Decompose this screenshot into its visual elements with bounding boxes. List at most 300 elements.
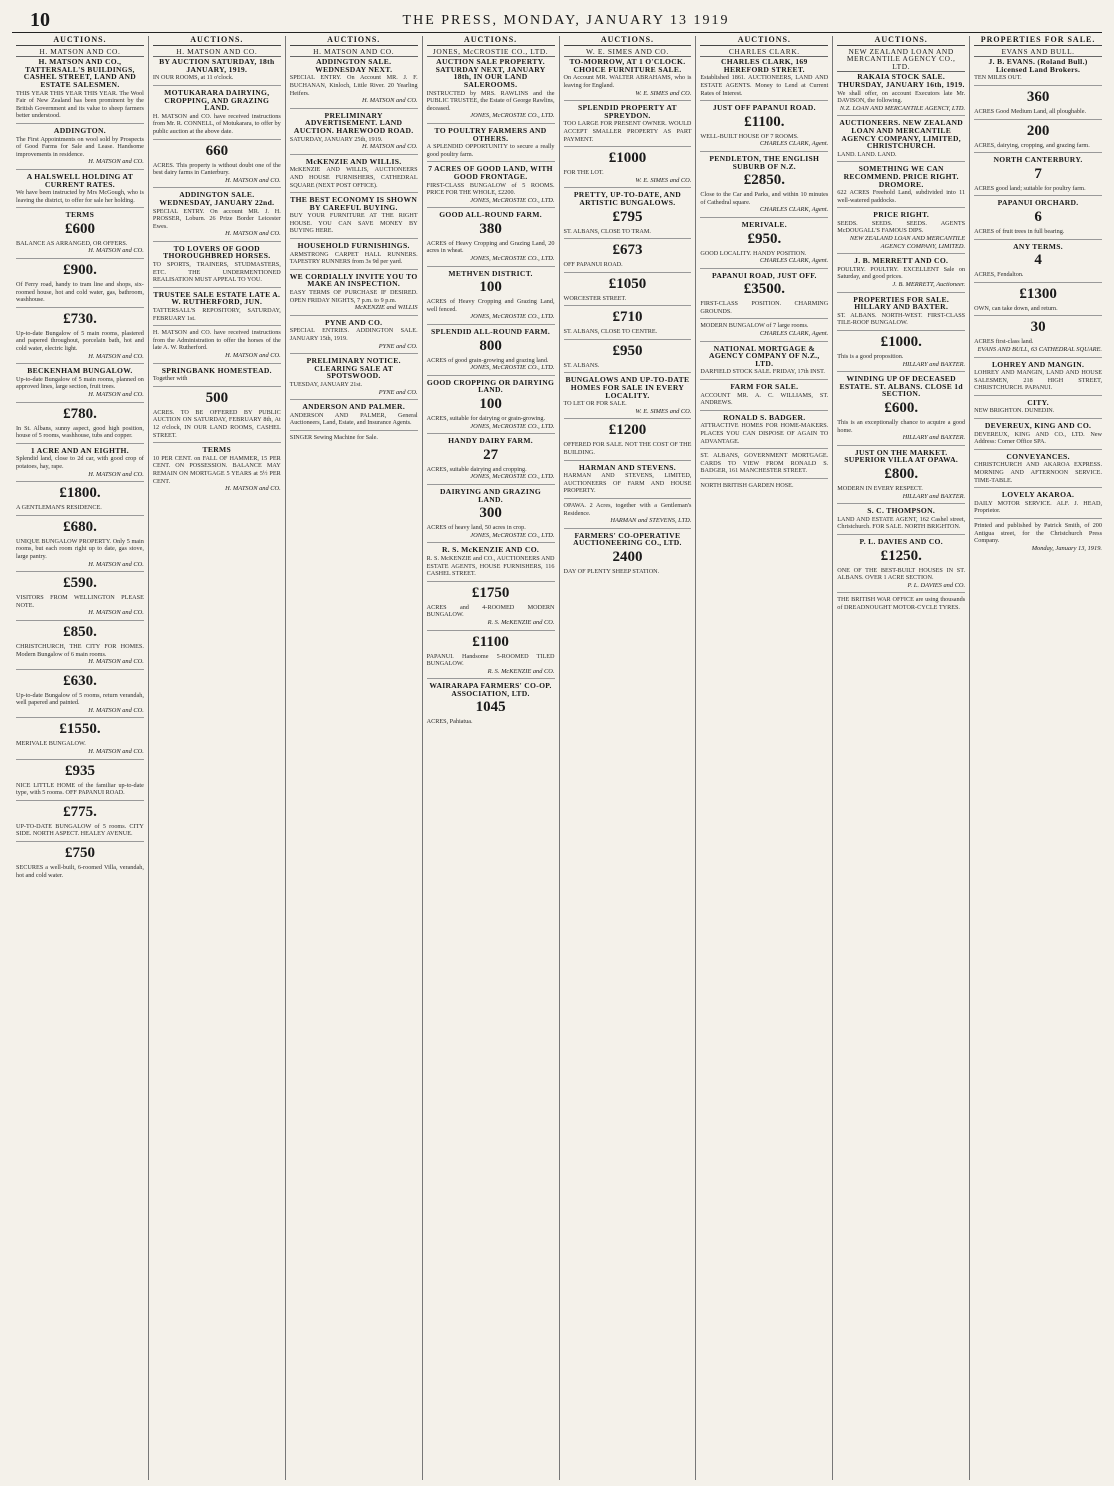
ad-price: £900.: [63, 262, 97, 279]
ad-price: £850.: [63, 623, 97, 640]
ad-body: ACRES, Fendalton.: [974, 271, 1024, 279]
ad-body: Close to the Car and Parks, and within 10 minutes of Cathedral square.: [700, 191, 829, 206]
ad-price: 360: [1026, 88, 1050, 105]
ad-signature: HILLARY and BAXTER.: [902, 492, 966, 500]
advertisement: [427, 488, 555, 543]
ad-signature: W. E. SIMES and CO.: [635, 89, 692, 97]
ad-heading: MERIVALE.: [741, 219, 787, 229]
ad-price: 660: [205, 142, 229, 159]
column-7: [833, 36, 970, 1480]
advertisement: [700, 482, 828, 493]
ad-body: The First Appointments on wool sold by Prospects of Good Farms for Sale and Lease. Handsome improvements in residence.: [16, 135, 144, 158]
ad-body: 622 ACRES Freehold Land, subdivided into 11 well-watered paddocks.: [837, 189, 966, 204]
advertisement: [427, 58, 555, 124]
ad-body: FIRST-CLASS BUNGALOW of 5 ROOMS. PRICE FOR THE WHOLE, £2200.: [426, 181, 555, 197]
firm-name: JONES, McCROSTIE CO., LTD.: [427, 48, 555, 58]
ad-heading: A HALSWELL HOLDING AT CURRENT RATES.: [26, 171, 134, 189]
advertisement: [16, 173, 144, 208]
column-heading: AUCTIONS.: [16, 36, 144, 46]
advertisement: [290, 319, 418, 354]
ad-heading: J. B. MERRETT AND CO.: [854, 256, 949, 266]
advertisement: [16, 211, 144, 259]
column-2: [149, 36, 286, 1480]
advertisement: [837, 257, 965, 292]
ad-signature: JONES, McCROSTIE CO., LTD.: [470, 112, 555, 120]
advertisement: [837, 507, 965, 535]
ad-signature: W. E. SIMES and CO.: [635, 407, 692, 415]
advertisement: [564, 309, 692, 340]
ad-price: 7: [1034, 165, 1042, 182]
ad-body: SPECIAL ENTRIES. ADDINGTON SALE. JANUARY 15th, 1919.: [289, 327, 418, 342]
ad-body: THE BRITISH WAR OFFICE are using thousands of DREADNOUGHT MOTOR-CYCLE TYRES.: [837, 596, 966, 611]
ad-body: GOOD LOCALITY. HANDY POSITION.: [700, 249, 807, 257]
ad-heading: PROPERTIES FOR SALE. HILLARY AND BAXTER.: [853, 294, 950, 312]
ad-signature: H. MATSON and CO.: [88, 352, 144, 360]
advertisement: [700, 221, 828, 269]
ad-body: ST. ALBANS, GOVERNMENT MORTGAGE. CARDS TO VIEW FROM RONALD S. BADGER, 161 MANCHESTER STREET.: [700, 452, 829, 475]
advertisement: [427, 270, 555, 325]
ad-heading: THE BEST ECONOMY IS SHOWN BY CAREFUL BUYING.: [290, 195, 418, 212]
advertisement: [837, 211, 965, 254]
ad-body: CHRISTCHURCH AND AKAROA EXPRESS. MORNING AND AFTERNOON SERVICE. TIME-TABLE.: [974, 461, 1102, 484]
ad-price: £600.: [884, 399, 919, 416]
ad-signature: H. MATSON and CO.: [88, 706, 144, 714]
ad-heading: CONVEYANCES.: [1006, 451, 1070, 461]
ad-heading: ADDINGTON SALE. WEDNESDAY, JANUARY 22nd.: [159, 190, 275, 207]
ad-body: IN OUR ROOMS, at 11 o'clock.: [152, 74, 234, 82]
ad-heading: SPRINGBANK HOMESTEAD.: [161, 365, 272, 375]
ad-body: WORCESTER STREET.: [563, 294, 627, 302]
ad-body: A GENTLEMAN'S RESIDENCE.: [16, 504, 102, 512]
column-heading: PROPERTIES FOR SALE.: [974, 36, 1102, 46]
firm-name: H. MATSON AND CO.: [153, 48, 281, 58]
ad-signature: H. MATSON and CO.: [225, 230, 281, 238]
advertisement: [16, 311, 144, 364]
advertisement: [974, 319, 1102, 357]
advertisement: [974, 156, 1102, 196]
ad-price: £1050: [608, 275, 647, 292]
ad-body: McKENZIE AND WILLIS, AUCTIONEERS AND HOUSE FURNISHERS, CATHEDRAL SQUARE (NEXT POST OFFICE).: [289, 166, 418, 189]
ad-body: ST. ALBANS, CLOSE TO CENTRE.: [563, 328, 658, 336]
ad-heading: GOOD ALL-ROUND FARM.: [439, 210, 542, 220]
ad-body: ACRES. This property is without doubt one of the best dairy farms in Canterbury.: [152, 161, 281, 177]
ad-signature: J. B. MERRETT, Auctioneer.: [892, 281, 966, 289]
ad-price: 500: [205, 389, 229, 406]
ad-body: THIS YEAR THIS YEAR THIS YEAR. The Wool Fair of New Zealand has been prominent by the British Government and its value to sheep farmers better understood.: [16, 89, 144, 120]
advertisement: [700, 345, 828, 380]
ad-heading: WAIRARAPA FARMERS' CO-OP. ASSOCIATION, LTD.: [429, 681, 552, 698]
ad-body: NICE LITTLE HOME of the familiar up-to-date type, with 5 rooms. OFF PAPANUI ROAD.: [16, 781, 144, 797]
ad-heading: BECKENHAM BUNGALOW.: [27, 366, 133, 376]
ad-heading: ANDERSON AND PALMER.: [302, 402, 406, 412]
ad-body: WELL-BUILT HOUSE OF 7 ROOMS.: [700, 132, 799, 140]
ad-body: ACRES good land; suitable for poultry farm.: [974, 184, 1086, 192]
ad-signature: H. MATSON and CO.: [88, 560, 144, 568]
column-heading: AUCTIONS.: [153, 36, 281, 46]
advertisement: [837, 375, 965, 446]
advertisement: [153, 446, 281, 496]
ad-body: DEVEREUX, KING AND CO., LTD. New Address: Corner Office SPA.: [974, 430, 1102, 446]
column-heading: AUCTIONS.: [290, 36, 418, 46]
advertisement: [564, 376, 692, 419]
ad-body: OPAWA. 2 Acres, together with a Gentleman's Residence.: [563, 502, 692, 517]
ad-price: 30: [1030, 319, 1046, 336]
ad-signature: JONES, McCROSTIE CO., LTD.: [470, 473, 555, 481]
ad-body: ATTRACTIVE HOMES FOR HOME-MAKERS. PLACES YOU CAN DISPOSE OF AGAIN TO ADVANTAGE.: [700, 422, 829, 445]
advertisement: [427, 165, 555, 208]
ad-heading: JUST OFF PAPANUI ROAD.: [712, 103, 816, 113]
ad-price: 1045: [475, 699, 506, 716]
advertisement: [974, 453, 1102, 488]
ad-body: UNIQUE BUNGALOW PROPERTY. Only 5 main rooms, but each room right up to date, gas stove, large pantry.: [16, 537, 144, 560]
ad-price: £1100: [472, 633, 509, 650]
ad-body: NORTH BRITISH GARDEN HOSE.: [700, 481, 794, 489]
ad-price: £950: [612, 342, 643, 359]
ad-signature: HILLARY and BAXTER.: [902, 360, 966, 368]
ad-heading: TERMS: [65, 210, 95, 220]
ad-body: ACRES first-class land.: [974, 338, 1034, 346]
advertisement: [16, 485, 144, 516]
ad-heading: DEVEREUX, KING AND CO.: [984, 421, 1092, 431]
ad-body: ST. ALBANS, CLOSE TO TRAM.: [563, 227, 651, 235]
masthead: [12, 4, 1102, 33]
ad-price: £730.: [63, 310, 97, 327]
advertisement: [16, 519, 144, 572]
ad-heading: PENDLETON, THE ENGLISH SUBURB OF N.Z.: [709, 153, 820, 171]
ad-price: £710: [612, 309, 643, 326]
advertisement: [974, 58, 1102, 86]
ad-signature: H. MATSON and CO.: [88, 748, 144, 756]
ad-price: £775.: [63, 803, 97, 820]
ad-price: £950.: [747, 230, 782, 247]
advertisement: [16, 845, 144, 882]
ad-body: POULTRY. POULTRY. EXCELLENT Sale on Saturday, and good prices.: [837, 265, 966, 281]
advertisement: [837, 538, 965, 593]
ad-heading: BUNGALOWS AND UP-TO-DATE HOMES FOR SALE IN EVERY LOCALITY.: [565, 375, 690, 400]
advertisement: [974, 522, 1102, 555]
ad-heading: ANY TERMS.: [1013, 241, 1063, 251]
ad-signature: H. MATSON and CO.: [88, 609, 144, 617]
advertisement: [153, 191, 281, 242]
advertisement: [16, 763, 144, 801]
firm-name: NEW ZEALAND LOAN AND MERCANTILE AGENCY CO., LTD.: [837, 48, 965, 73]
advertisement: [153, 367, 281, 387]
ad-price: 4: [1034, 252, 1042, 269]
ad-heading: TRUSTEE SALE ESTATE LATE A. W. RUTHERFORD, JUN.: [153, 289, 281, 307]
ad-heading: PAPANUI ORCHARD.: [997, 198, 1079, 208]
column-heading: AUCTIONS.: [427, 36, 555, 46]
ad-body: This is a good proposition.: [837, 353, 904, 360]
ad-body: VISITORS FROM WELLINGTON PLEASE NOTE.: [16, 594, 144, 609]
ad-heading: PYNE AND CO.: [324, 317, 383, 327]
advertisement: [16, 262, 144, 308]
ad-signature: HILLARY and BAXTER.: [902, 434, 966, 442]
ad-heading: FARMERS' CO-OPERATIVE AUCTIONEERING CO., LTD.: [573, 530, 682, 548]
ad-price: 100: [479, 396, 502, 412]
advertisement: [153, 143, 281, 189]
ad-heading: McKENZIE AND WILLIS.: [305, 156, 402, 166]
ad-heading: CITY.: [1027, 397, 1049, 407]
ad-price: 300: [479, 505, 502, 522]
ad-heading: R. S. McKENZIE AND CO.: [442, 545, 540, 555]
ad-body: LOHREY AND MANGIN, LAND AND HOUSE SALESMEN, 218 HIGH STREET, CHRISTCHURCH. PAPANUI.: [974, 369, 1102, 392]
ad-signature: N.Z. LOAN AND MERCANTILE AGENCY, LTD.: [839, 104, 966, 112]
ad-price: £1550.: [59, 721, 101, 738]
ad-price: £795: [612, 208, 643, 225]
advertisement: [16, 447, 144, 482]
advertisement: [564, 532, 692, 579]
column-4: [423, 36, 560, 1480]
ad-heading: WE CORDIALLY INVITE YOU TO MAKE AN INSPECTION.: [289, 271, 418, 289]
advertisement: [16, 575, 144, 621]
advertisement: [837, 596, 965, 614]
ad-body: H. MATSON and CO. have received instructions from the Administration to offer the horses of the late A. W. Rutherford.: [152, 329, 281, 352]
ad-heading: RAKAIA STOCK SALE. THURSDAY, JANUARY 16th, 1919.: [837, 72, 965, 89]
ad-price: £680.: [63, 518, 97, 535]
ad-price: 200: [1026, 122, 1050, 139]
ad-body: DAILY MOTOR SERVICE. ALF. J. HEAD, Proprietor.: [974, 499, 1102, 515]
advertisement: [153, 291, 281, 326]
advertisement: [837, 165, 965, 208]
ad-body: LAND AND ESTATE AGENT, 162 Cashel street, Christchurch. FOR SALE. NORTH BRIGHTON.: [837, 515, 966, 531]
advertisement: [16, 127, 144, 170]
ad-body: We shall offer, on account Executors late Mr. DAVISON, the following.: [837, 89, 966, 105]
advertisement: [16, 58, 144, 124]
ad-body: UP-TO-DATE BUNGALOW of 5 rooms. CITY SIDE. NORTH ASPECT. HEALEY AVENUE.: [16, 822, 144, 838]
ad-body: This is an exceptionally chance to acquire a good home.: [837, 418, 966, 434]
ad-body: FOR THE LOT.: [563, 169, 604, 177]
ad-body: ACRES of Heavy Cropping and Grazing Land, well fenced.: [426, 298, 555, 313]
advertisement: [16, 406, 144, 444]
advertisement: [427, 127, 555, 162]
ad-signature: CHARLES CLARK, Agent.: [759, 140, 829, 148]
ad-body: In St. Albans, sunny aspect, good high position, house of 5 rooms, washhouse, tubs and copper.: [16, 424, 144, 440]
ad-body: A SPLENDID OPPORTUNITY to secure a really good poultry farm.: [426, 143, 555, 158]
ad-price: £1000: [608, 150, 647, 167]
ad-signature: R. S. McKENZIE and CO.: [487, 618, 555, 626]
ad-body: ACRES and 4-ROOMED MODERN BUNGALOW.: [426, 603, 555, 619]
ad-heading: SPLENDID PROPERTY AT SPREYDON.: [577, 103, 677, 120]
advertisement: [427, 682, 555, 729]
ad-signature: H. MATSON and CO.: [361, 97, 418, 105]
ad-body: TEN MILES OUT.: [974, 74, 1022, 82]
ad-signature: JONES, McCROSTIE CO., LTD.: [470, 196, 555, 204]
column-heading: AUCTIONS.: [564, 36, 692, 46]
ad-price: £1200: [608, 422, 647, 439]
advertisement: [427, 328, 555, 376]
ad-heading: ADDINGTON.: [53, 125, 106, 135]
advertisement: [564, 150, 692, 188]
advertisement: [153, 390, 281, 443]
column-1: [12, 36, 149, 1480]
ad-price: £630.: [63, 672, 97, 689]
advertisement: [153, 58, 281, 86]
advertisement: [700, 58, 828, 101]
advertisement: [153, 245, 281, 288]
ad-body: Up-to-date Bungalow of 5 main rooms, planned on approved lines, large section, fruit trees.: [16, 375, 144, 391]
advertisement: [153, 89, 281, 140]
advertisement: [290, 158, 418, 193]
ad-body: ACRES, suitable for dairying or grain-growing.: [426, 415, 546, 422]
ad-body: ACRES of good grain-growing and grazing land.: [426, 356, 549, 364]
ad-heading: HARMAN AND STEVENS.: [578, 462, 676, 472]
ad-body: Up-to-date Bungalow of 5 rooms, return verandah, well papered and painted.: [16, 691, 144, 707]
ad-heading: J. B. EVANS. (Roland Bull.) Licensed Land Brokers.: [988, 57, 1088, 74]
ad-heading: TERMS: [202, 445, 232, 455]
advertisement: [700, 322, 828, 341]
ad-signature: HARMAN and STEVENS, LTD.: [610, 517, 692, 525]
ad-body: SPECIAL ENTRY. On account MR. J. H. PROSSER, Loburn. 26 Prize Border Leicester Ewes.: [152, 207, 281, 230]
advertisement: [427, 585, 555, 631]
advertisement: [564, 276, 692, 307]
ad-signature: H. MATSON and CO.: [88, 158, 144, 166]
column-8: [970, 36, 1106, 1480]
advertisement: [837, 73, 965, 116]
ad-price: 2400: [612, 548, 643, 565]
ad-signature: H. MATSON and CO.: [88, 391, 144, 398]
firm-name: CHARLES CLARK.: [700, 48, 828, 58]
ad-body: LAND. LAND. LAND.: [837, 150, 897, 158]
ad-signature: CHARLES CLARK, Agent.: [759, 257, 829, 265]
ad-price: £780.: [63, 405, 97, 422]
ad-heading: RONALD S. BADGER.: [723, 412, 806, 422]
ad-signature: NEW ZEALAND LOAN AND MERCANTILE AGENCY COMPANY, LIMITED.: [849, 235, 966, 250]
ad-body: MERIVALE BUNGALOW.: [16, 740, 86, 748]
ad-signature: W. E. SIMES and CO.: [635, 176, 692, 184]
ad-signature: P. L. DAVIES and CO.: [907, 581, 966, 589]
advertisement: [700, 272, 828, 320]
ad-signature: CHARLES CLARK, Agent.: [759, 330, 829, 338]
ad-heading: GOOD CROPPING OR DAIRYING LAND.: [426, 377, 555, 395]
advertisement: [564, 464, 692, 499]
ad-body: DARFIELD STOCK SALE. FRIDAY, 17th INST.: [700, 368, 825, 376]
ad-signature: PYNE and CO.: [378, 388, 418, 396]
ad-heading: SOMETHING WE CAN RECOMMEND. PRICE RIGHT. DROMORE.: [843, 164, 959, 189]
advertisement: [974, 422, 1102, 450]
ad-heading: ADDINGTON SALE. WEDNESDAY NEXT.: [315, 57, 393, 74]
ad-body: OFF PAPANUI ROAD.: [563, 261, 623, 269]
advertisement: [837, 449, 965, 504]
advertisement: [564, 422, 692, 460]
ad-price: £1000.: [880, 334, 922, 350]
advertisement: [974, 286, 1102, 317]
ad-body: ACRES of heavy land, 50 acres in crop.: [426, 524, 526, 532]
ad-body: HARMAN AND STEVENS, LIMITED, AUCTIONEERS OF FARM AND HOUSE PROPERTY.: [563, 472, 692, 495]
ad-heading: PRELIMINARY NOTICE. CLEARING SALE AT SPOTSWOOD.: [306, 356, 401, 381]
ad-body: ACCOUNT MR. A. C. WILLIAMS, ST. ANDREWS.: [700, 391, 829, 407]
ad-heading: AUCTION SALE PROPERTY. SATURDAY NEXT, JANUARY 18th, IN OUR LAND SALEROOMS.: [435, 57, 546, 89]
advertisement: [153, 329, 281, 363]
ad-body: ARMSTRONG CARPET HALL RUNNERS. TAPESTRY RUNNERS from 3s 9d per yard.: [289, 250, 418, 266]
ad-signature: H. MATSON and CO.: [88, 247, 144, 255]
ad-body: MODERN BUNGALOW of 7 large rooms.: [700, 322, 809, 330]
ad-signature: EVANS AND BULL, 63 CATHEDRAL SQUARE.: [977, 345, 1102, 353]
ad-signature: JONES, McCROSTIE CO., LTD.: [470, 255, 555, 263]
ad-price: £1250.: [880, 547, 922, 564]
ad-price: £800.: [884, 465, 919, 482]
ad-body: CHRISTCHURCH, THE CITY FOR HOMES. Modern Bungalow of 6 main rooms.: [16, 642, 144, 658]
firm-name: H. MATSON AND CO.: [290, 48, 418, 58]
page-number: 10: [30, 9, 50, 31]
ad-price: 800: [479, 337, 502, 354]
ad-heading: PAPANUI ROAD, JUST OFF.: [711, 270, 817, 280]
ad-signature: Monday, January 13, 1919.: [1031, 544, 1102, 552]
column-heading: AUCTIONS.: [700, 36, 828, 46]
ad-price: £590.: [63, 575, 97, 592]
ad-body: ACRES, Pahiatua.: [426, 718, 473, 726]
ad-body: SATURDAY, JANUARY 25th, 1919.: [289, 135, 383, 143]
advertisement: [564, 58, 692, 101]
ad-body: Printed and published by Patrick Smith, of 200 Antigua street, for the Christchurch Press Company.: [974, 522, 1102, 545]
ad-body: ACRES. TO BE OFFERED BY PUBLIC AUCTION ON SATURDAY, FEBRUARY 8th, At 12 o'clock, IN OUR LAND ROOMS, CASHEL STREET.: [152, 408, 281, 439]
ad-body: Together with: [152, 375, 188, 383]
ad-body: ACRES of fruit trees in full bearing.: [974, 227, 1065, 235]
ad-price: 6: [1034, 208, 1042, 225]
advertisement: [974, 243, 1102, 283]
ad-body: PAPANUI. Handsome 5-ROOMED TILED BUNGALOW.: [426, 652, 555, 668]
advertisement: [974, 89, 1102, 120]
ad-body: ACRES, dairying, cropping, and grazing farm.: [974, 141, 1090, 149]
ad-price: £935: [64, 762, 95, 779]
ad-body: TOO LARGE FOR PRESENT OWNER. WOULD ACCEPT SMALLER PROPERTY AS PART PAYMENT.: [563, 120, 692, 143]
ad-body: ACRES, suitable dairying and cropping.: [426, 465, 527, 473]
ad-price: £750: [64, 845, 95, 862]
ad-heading: PRETTY, UP-TO-DATE, AND ARTISTIC BUNGALOWS.: [573, 190, 682, 207]
advertisement: [974, 123, 1102, 154]
ad-heading: P. L. DAVIES AND CO.: [859, 536, 943, 546]
ad-heading: HANDY DAIRY FARM.: [448, 436, 534, 446]
ad-heading: AUCTIONEERS. NEW ZEALAND LOAN AND MERCANTILE AGENCY COMPANY, LIMITED, CHRISTCHURCH.: [839, 118, 964, 151]
advertisement: [290, 403, 418, 431]
ad-body: R. S. McKENZIE and CO., AUCTIONEERS AND ESTATE AGENTS, HOUSE FURNISHERS, 116 CASHEL STREET.: [426, 554, 555, 578]
advertisement: [290, 58, 418, 109]
ad-heading: LOVELY AKAROA.: [1001, 490, 1075, 500]
ad-price: £1800.: [59, 485, 101, 502]
page-title: THE PRESS, MONDAY, JANUARY 13 1919: [402, 13, 730, 28]
ad-body: FIRST-CLASS POSITION. CHARMING GROUNDS.: [700, 300, 829, 315]
ad-body: ONE OF THE BEST-BUILT HOUSES IN ST. ALBANS. OVER 1 ACRE SECTION.: [837, 566, 966, 582]
ad-price: £1100.: [744, 113, 785, 130]
column-heading: AUCTIONS.: [837, 36, 965, 46]
ad-heading: WINDING UP OF DECEASED ESTATE. ST. ALBANS. CLOSE 1d SECTION.: [839, 374, 963, 399]
ad-signature: R. S. McKENZIE and CO.: [487, 667, 555, 675]
ad-heading: METHVEN DISTRICT.: [448, 268, 533, 278]
advertisement: [700, 104, 828, 152]
advertisement: [974, 361, 1102, 396]
ad-body: Established 1861. AUCTIONEERS, LAND AND ESTATE AGENTS. Money to Lend at Current Rates of Interest.: [700, 74, 829, 97]
columns: [12, 36, 1106, 1480]
ad-body: NEW BRIGHTON. DUNEDIN.: [974, 407, 1055, 415]
ad-body: ST. ALBANS.: [563, 361, 600, 369]
advertisement: [974, 199, 1102, 239]
advertisement: [290, 434, 418, 445]
ad-price: £600: [64, 220, 95, 237]
advertisement: [427, 211, 555, 266]
ad-heading: TO LOVERS OF GOOD THOROUGHBRED HORSES.: [163, 243, 271, 261]
ad-heading: DAIRYING AND GRAZING LAND.: [440, 486, 542, 504]
ad-heading: BY AUCTION SATURDAY, 18th JANUARY, 1919.: [159, 57, 275, 74]
column-6: [696, 36, 833, 1480]
ad-signature: JONES, McCROSTIE CO., LTD.: [470, 422, 555, 430]
advertisement: [427, 546, 555, 581]
advertisement: [837, 119, 965, 162]
ad-body: DAY OF PLENTY SHEEP STATION.: [563, 567, 660, 575]
firm-name: W. E. SIMES AND CO.: [564, 48, 692, 58]
ad-body: We have been instructed by Mrs McGough, who is leaving the district, to offer for sale her holding.: [16, 189, 144, 204]
advertisement: [16, 721, 144, 759]
advertisement: [290, 112, 418, 155]
advertisement: [564, 191, 692, 239]
